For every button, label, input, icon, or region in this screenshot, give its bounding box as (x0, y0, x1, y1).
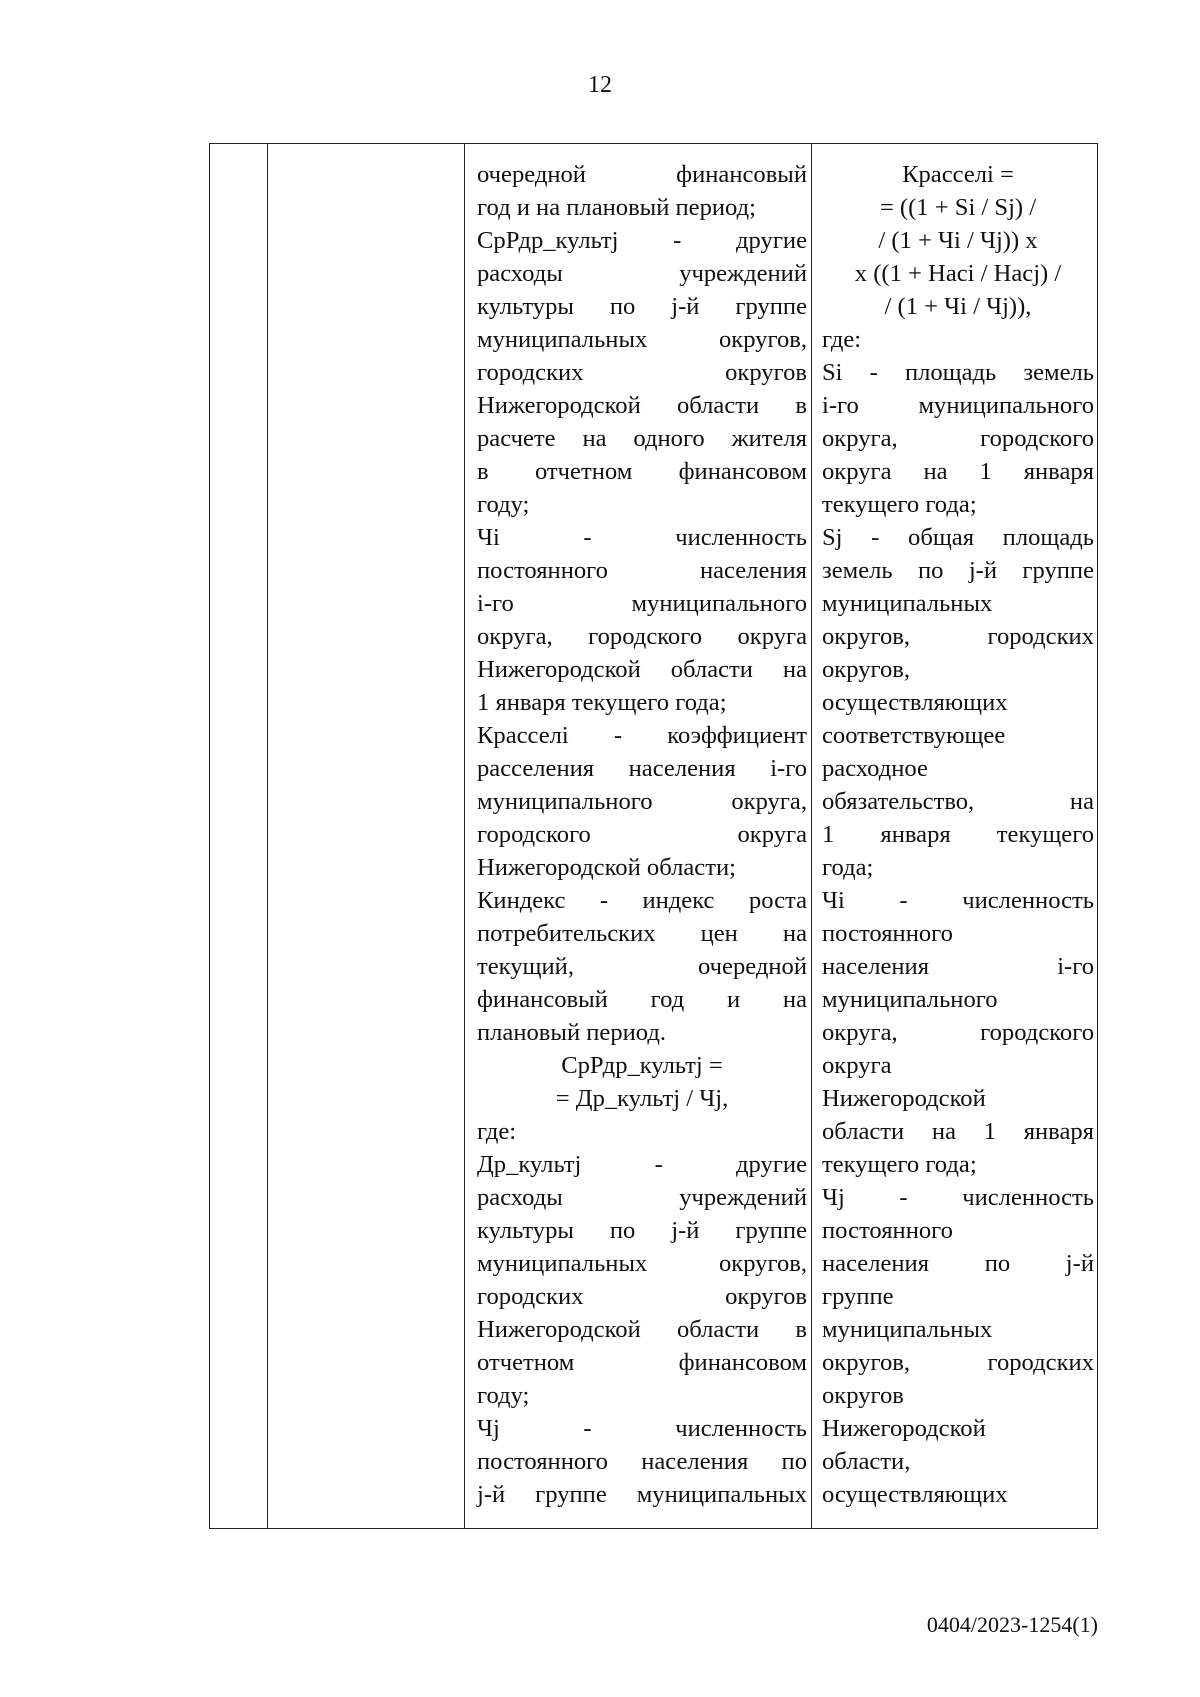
text-line: осуществляющих (822, 1481, 1008, 1508)
text-line: 1 января текущего (822, 821, 1094, 848)
text-line: год и на плановый период; (477, 194, 756, 221)
text-line: округов (822, 1382, 904, 1409)
col3-text (465, 144, 811, 1511)
text-line: соответствующее (822, 722, 1006, 749)
text-line: муниципальных округов, (477, 1250, 807, 1277)
text-line: Нижегородской области на (477, 656, 807, 683)
text-line: муниципальных (822, 1316, 993, 1343)
text-line: Нижегородской области в (477, 392, 807, 419)
text-line: округов, городских (822, 623, 1094, 650)
text-line: расселения населения i-го (477, 755, 807, 782)
text-line: i-го муниципального (477, 590, 807, 617)
text-line: текущего года; (822, 491, 977, 518)
text-line: Нижегородской области в (477, 1316, 807, 1343)
text-line: Sj - общая площадь (822, 524, 1094, 551)
text-line: земель по j-й группе (822, 557, 1094, 584)
text-line: округа, городского (822, 425, 1094, 452)
text-line: Нижегородской области; (477, 854, 736, 881)
text-line: расчете на одного жителя (477, 425, 807, 452)
text-line: / (1 + Чi / Чj)) x (878, 227, 1038, 254)
text-line: Si - площадь земель (822, 359, 1094, 386)
text-line: городских округов (477, 1283, 807, 1310)
text-line: отчетном финансовом (477, 1349, 807, 1376)
text-line: области, (822, 1448, 911, 1475)
text-line: 1 января текущего года; (477, 689, 727, 716)
text-line: культуры по j-й группе (477, 293, 807, 320)
text-line: городского округа (477, 821, 807, 848)
text-line: группе (822, 1283, 894, 1310)
text-line: населения i-го (822, 953, 1094, 980)
text-line: Красселi - коэффициент (477, 722, 807, 749)
text-line: Чj - численность (477, 1415, 807, 1442)
text-line: обязательство, на (822, 788, 1094, 815)
text-line: муниципального округа, (477, 788, 807, 815)
text-line: финансовый год и на (477, 986, 807, 1013)
text-line: СрРдр_культj - другие (477, 227, 807, 254)
text-line: где: (477, 1118, 517, 1145)
text-line: осуществляющих (822, 689, 1008, 716)
text-line: Красселi = (902, 161, 1014, 188)
text-line: городских округов (477, 359, 807, 386)
text-line: Др_культj - другие (477, 1151, 807, 1178)
text-line: муниципальных округов, (477, 326, 807, 353)
text-line: где: (822, 326, 862, 353)
text-line: постоянного (822, 920, 953, 947)
table-cell-col1 (210, 144, 268, 1529)
text-line: Чj - численность (822, 1184, 1094, 1211)
text-line: j-й группе муниципальных (477, 1481, 807, 1508)
text-line: в отчетном финансовом (477, 458, 807, 485)
text-line: текущий, очередной (477, 953, 807, 980)
text-line: Чi - численность (822, 887, 1094, 914)
text-line: СрРдр_культj = (561, 1052, 723, 1079)
text-line: постоянного населения (477, 557, 807, 584)
text-line: i-го муниципального (822, 392, 1094, 419)
text-line: Нижегородской (822, 1085, 986, 1112)
page-number: 12 (588, 72, 612, 98)
text-line: x ((1 + Насi / Насj) / (854, 260, 1062, 287)
text-line: / (1 + Чi / Чj)), (884, 293, 1032, 320)
text-line: потребительских цен на (477, 920, 807, 947)
table-cell-col4 (812, 144, 1098, 1529)
text-line: года; (822, 854, 874, 881)
text-line: Чi - численность (477, 524, 807, 551)
text-line: плановый период. (477, 1019, 667, 1046)
col4-text (812, 144, 1097, 1511)
text-line: расходы учреждений (477, 1184, 807, 1211)
text-line: населения по j-й (822, 1250, 1094, 1277)
text-line: текущего года; (822, 1151, 977, 1178)
text-line: Киндекс - индекс роста (477, 887, 807, 914)
document-code: 0404/2023-1254(1) (926, 1612, 1098, 1637)
text-line: постоянного населения по (477, 1448, 807, 1475)
text-line: муниципальных (822, 590, 993, 617)
text-line: Нижегородской (822, 1415, 986, 1442)
text-line: округа, городского (822, 1019, 1094, 1046)
text-line: расходное (822, 755, 928, 782)
text-line: расходы учреждений (477, 260, 807, 287)
text-line: области на 1 января (822, 1118, 1094, 1145)
text-line: = Др_культj / Чj, (555, 1085, 729, 1112)
text-line: муниципального (822, 986, 998, 1013)
table-row (210, 144, 1098, 1529)
table-cell-col3 (465, 144, 812, 1529)
text-line: году; (477, 491, 530, 518)
text-line: округов, (822, 656, 911, 683)
text-line: году; (477, 1382, 530, 1409)
table-cell-col2 (268, 144, 465, 1529)
document-table (209, 143, 1098, 1529)
text-line: округа на 1 января (822, 458, 1094, 485)
text-line: = ((1 + Si / Sj) / (879, 194, 1037, 221)
text-line: культуры по j-й группе (477, 1217, 807, 1244)
text-line: округа (822, 1052, 892, 1079)
text-line: очередной финансовый (477, 161, 807, 188)
text-line: постоянного (822, 1217, 953, 1244)
text-line: округов, городских (822, 1349, 1094, 1376)
text-line: округа, городского округа (477, 623, 807, 650)
